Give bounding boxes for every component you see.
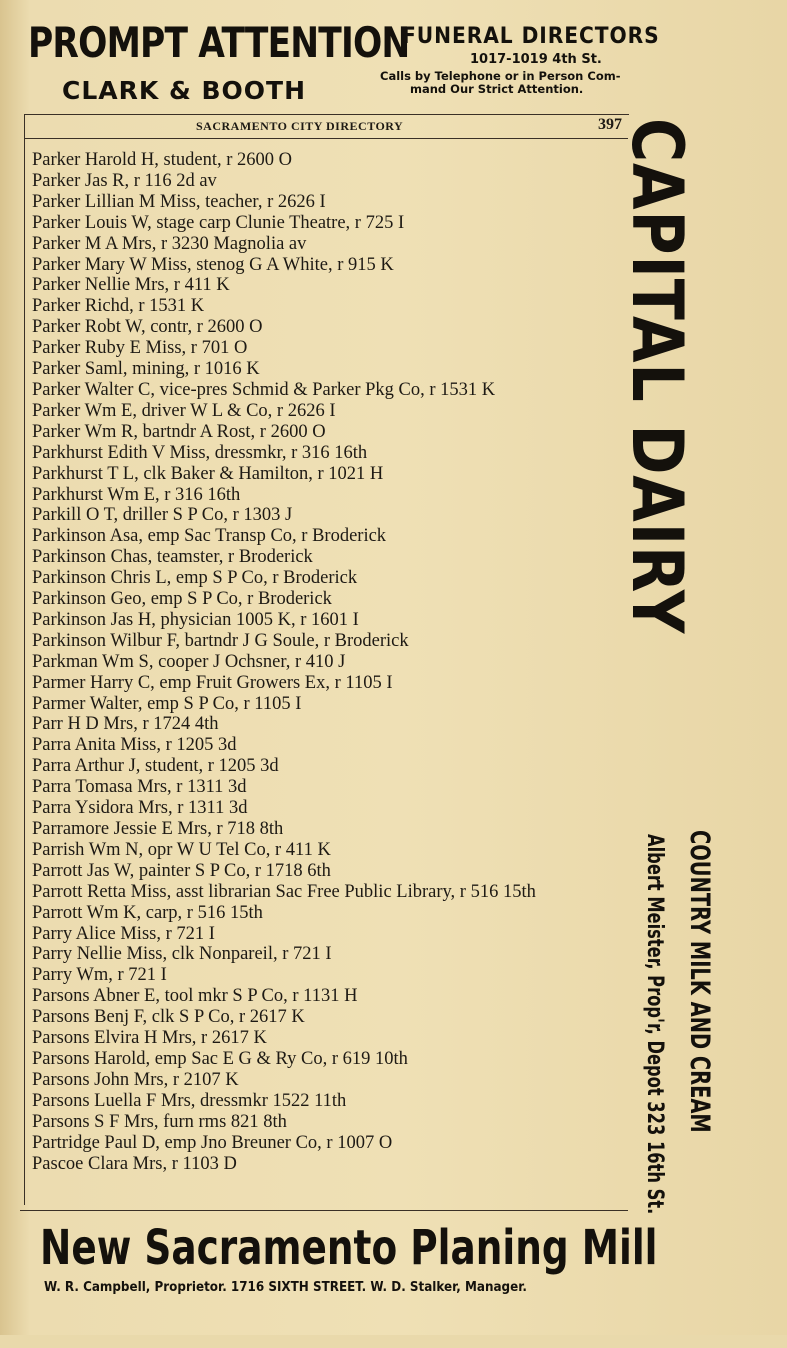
directory-entry: Parra Arthur J, student, r 1205 3d	[32, 756, 279, 777]
directory-entry: Parsons Abner E, tool mkr S P Co, r 1131 H	[32, 986, 358, 1007]
ad-address: 1017-1019 4th St.	[470, 52, 602, 67]
directory-entry: Parmer Harry C, emp Fruit Growers Ex, r 1105 I	[32, 672, 393, 693]
directory-entry: Parker Ruby E Miss, r 701 O	[32, 338, 248, 359]
directory-entry: Parkinson Jas H, physician 1005 K, r 1601 I	[32, 609, 359, 630]
directory-entry: Parrott Wm K, carp, r 516 15th	[32, 902, 263, 923]
ad-note	[380, 70, 680, 96]
directory-entry: Parker Wm R, bartndr A Rost, r 2600 O	[32, 421, 326, 442]
directory-entry: Parrish Wm N, opr W U Tel Co, r 411 K	[32, 839, 331, 860]
directory-entry: Parra Ysidora Mrs, r 1311 3d	[32, 798, 248, 819]
directory-entry: Parkinson Chas, teamster, r Broderick	[32, 547, 313, 568]
directory-entry: Parry Alice Miss, r 721 I	[32, 923, 215, 944]
ad-headline: PROMPT ATTENTION	[28, 18, 410, 67]
directory-entry: Parker Wm E, driver W L & Co, r 2626 I	[32, 400, 336, 421]
directory-entry: Parkhurst Edith V Miss, dressmkr, r 316 16th	[32, 442, 368, 463]
directory-entry: Partridge Paul D, emp Jno Breuner Co, r 1007 O	[32, 1132, 393, 1153]
directory-entry: Parker Harold H, student, r 2600 O	[32, 150, 292, 170]
directory-entry: Parker Lillian M Miss, teacher, r 2626 I	[32, 191, 326, 212]
directory-entry: Parker Richd, r 1531 K	[32, 296, 205, 317]
directory-entry: Parsons Harold, emp Sac E G & Ry Co, r 619 10th	[32, 1048, 408, 1069]
directory-entry: Parker Mary W Miss, stenog G A White, r 915 K	[32, 254, 394, 275]
directory-entry: Parker Saml, mining, r 1016 K	[32, 359, 260, 380]
directory-listing	[32, 150, 632, 1174]
directory-entry: Parrott Retta Miss, asst librarian Sac Free Public Library, r 516 15th	[32, 881, 536, 902]
directory-entry: Parker Walter C, vice-pres Schmid & Parker Pkg Co, r 1531 K	[32, 379, 496, 400]
directory-entry: Parkinson Asa, emp Sac Transp Co, r Broderick	[32, 526, 387, 547]
directory-entry: Parkill O T, driller S P Co, r 1303 J	[32, 505, 293, 526]
side-ad-proprietor-text: Albert Meister, Prop'r, Depot 323 16th St.	[642, 834, 667, 1215]
directory-entry: Parramore Jessie E Mrs, r 718 8th	[32, 819, 284, 839]
directory-entry: Parker M A Mrs, r 3230 Magnolia av	[32, 233, 307, 254]
bottom-ad-headline: New Sacramento Planing Mill	[40, 1220, 658, 1276]
directory-entry: Parker Louis W, stage carp Clunie Theatre, r 725 I	[32, 212, 405, 233]
directory-entry: Parkhurst Wm E, r 316 16th	[32, 484, 241, 505]
directory-entry: Parkman Wm S, cooper J Ochsner, r 410 J	[32, 651, 346, 672]
directory-entry: Parsons John Mrs, r 2107 K	[32, 1069, 239, 1090]
side-ad-product-text: COUNTRY MILK AND CREAM	[684, 830, 715, 1133]
bottom-advertisement	[0, 1208, 787, 1308]
directory-entry: Parr H D Mrs, r 1724 4th	[32, 714, 219, 735]
directory-entry: Parry Wm, r 721 I	[32, 965, 167, 986]
directory-entry: Parkinson Chris L, emp S P Co, r Broderick	[32, 568, 358, 589]
directory-entry: Parrott Jas W, painter S P Co, r 1718 6th	[32, 860, 331, 881]
side-ad-product	[682, 830, 716, 1210]
directory-entry: Parkhurst T L, clk Baker & Hamilton, r 1021 H	[32, 463, 384, 484]
directory-entry: Parker Robt W, contr, r 2600 O	[32, 317, 263, 338]
directory-entry: Parsons Luella F Mrs, dressmkr 1522 11th	[32, 1090, 347, 1111]
directory-entry: Parmer Walter, emp S P Co, r 1105 I	[32, 693, 302, 714]
directory-entry: Parry Nellie Miss, clk Nonpareil, r 721 I	[32, 944, 332, 965]
directory-entry: Parra Anita Miss, r 1205 3d	[32, 735, 237, 756]
bottom-rule	[20, 1210, 628, 1211]
bottom-ad-line: W. R. Campbell, Proprietor. 1716 SIXTH STREET. W. D. Stalker, Manager.	[44, 1280, 527, 1295]
directory-entry: Parsons Elvira H Mrs, r 2617 K	[32, 1028, 267, 1049]
running-header	[24, 116, 628, 139]
directory-entry: Parkinson Wilbur F, bartndr J G Soule, r Broderick	[32, 630, 409, 651]
directory-entry: Parra Tomasa Mrs, r 1311 3d	[32, 777, 247, 798]
top-advertisement	[0, 0, 787, 110]
directory-entry: Parsons S F Mrs, furn rms 821 8th	[32, 1111, 287, 1132]
side-ad-proprietor	[640, 834, 668, 1214]
directory-entry: Parsons Benj F, clk S P Co, r 2617 K	[32, 1007, 305, 1028]
directory-entry: Parkinson Geo, emp S P Co, r Broderick	[32, 589, 332, 610]
ad-firm-name: CLARK & BOOTH	[62, 76, 306, 105]
running-header-title: SACRAMENTO CITY DIRECTORY	[196, 119, 404, 133]
ad-trade: FUNERAL DIRECTORS	[402, 24, 660, 49]
directory-entry: Parker Nellie Mrs, r 411 K	[32, 275, 230, 296]
directory-entry: Pascoe Clara Mrs, r 1103 D	[32, 1153, 237, 1174]
ad-note-line-2: mand Our Strict Attention.	[410, 82, 584, 96]
side-ad-main-text: CAPITAL DAIRY	[616, 118, 698, 635]
directory-entry: Parker Jas R, r 116 2d av	[32, 170, 217, 191]
page-number: 397	[598, 116, 622, 133]
ad-note-line-1: Calls by Telephone or in Person Com-	[380, 69, 621, 83]
